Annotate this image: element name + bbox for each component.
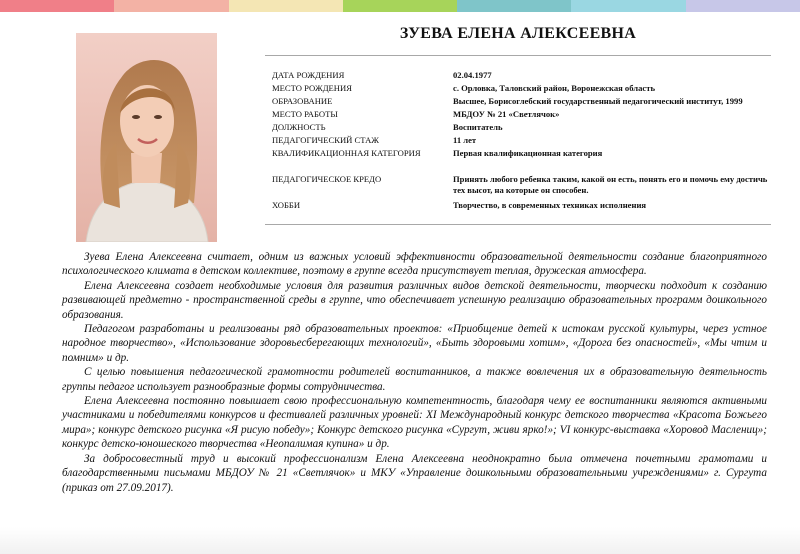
info-value: 11 лет xyxy=(453,135,477,145)
person-name-title: ЗУЕВА ЕЛЕНА АЛЕКСЕЕВНА xyxy=(399,25,637,42)
info-label: КВАЛИФИКАЦИОННАЯ КАТЕГОРИЯ xyxy=(272,148,421,158)
info-value: Первая квалификационная категория xyxy=(453,148,603,158)
info-label: ДАТА РОЖДЕНИЯ xyxy=(272,70,345,80)
paragraph: Елена Алексеевна создает необходимые условия для развития различных видов детской деятельности, творчески подходит к созданию развивающей предметно - пространственной среды в группе, что обеспечивает успешную реализацию образовательных программ дошкольного образования. xyxy=(62,279,767,321)
info-value: 02.04.1977 xyxy=(453,70,492,80)
stripe-segment xyxy=(686,0,800,12)
stripe-segment xyxy=(229,0,343,12)
stripe-segment xyxy=(571,0,685,12)
portrait-illustration xyxy=(76,33,217,242)
paragraph: С целью повышения педагогической грамотности родителей воспитанников, а также вовлечения их в образовательную деятельность группы педагог использует разнообразные формы сотрудничества. xyxy=(62,366,767,393)
info-value: Творчество, в современных техниках исполнения xyxy=(453,200,647,210)
info-label: ПЕДАГОГИЧЕСКИЙ СТАЖ xyxy=(272,135,379,145)
info-value: Воспитатель xyxy=(453,122,503,132)
info-label: ХОББИ xyxy=(272,200,301,210)
stripe-segment xyxy=(114,0,228,12)
top-color-stripe xyxy=(0,0,800,12)
info-label: ОБРАЗОВАНИЕ xyxy=(272,96,333,106)
paragraph: Елена Алексеевна постоянно повышает свою профессиональную компетентность, благодаря чему ее воспитанники являются активными участниками и победителями конкурсов и фестивалей различных уровней: XI Международный конкурс детского творчества «Красота Божьего мира»; конкурс детского рисунка «Я рисую победу»; Конкурс детского рисунка «Сургут, живи ярко!»; VI конкурс-выставка «Хоровод Маслениц»; конкурс детско-юношеского творчества «Неопалимая купина» и др. xyxy=(62,395,767,451)
portrait-photo xyxy=(76,33,217,242)
info-value: Высшее, Борисоглебский государственный педагогический институт, 1999 xyxy=(453,96,743,106)
info-label: МЕСТО РОЖДЕНИЯ xyxy=(272,83,352,93)
paragraph: Зуева Елена Алексеевна считает, одним из важных условий эффективности образовательной деятельности создание благоприятного психологического климата в детском коллективе, поэтому в группе всегда присутствует теплая, дружеская атмосфера. xyxy=(62,251,767,278)
info-label: ДОЛЖНОСТЬ xyxy=(272,122,326,132)
bottom-band xyxy=(0,527,800,554)
info-value: Принять любого ребенка таким, какой он есть, понять его и помочь ему достичь тех высот, на которые он способен. xyxy=(453,174,768,195)
stripe-segment xyxy=(343,0,457,12)
stripe-segment xyxy=(457,0,571,12)
info-value: МБДОУ № 21 «Светлячок» xyxy=(453,109,560,119)
top-divider xyxy=(265,55,771,56)
info-label: ПЕДАГОГИЧЕСКОЕ КРЕДО xyxy=(272,174,382,184)
biography-text xyxy=(62,250,767,495)
stripe-segment xyxy=(0,0,114,12)
paragraph: Педагогом разработаны и реализованы ряд образовательных проектов: «Приобщение детей к истокам русской культуры, через устное народное творчество», «Использование здоровьесберегающих технологий», «Быть здоровыми хотим», «Дорога без опасностей», «Мы чтим и помним» и др. xyxy=(62,323,767,364)
info-label: МЕСТО РАБОТЫ xyxy=(272,109,338,119)
bottom-divider xyxy=(265,224,771,225)
paragraph: За добросовестный труд и высокий профессионализм Елена Алексеевна неоднократно была отмечена почетными грамотами и благодарственными письмами МБДОУ № 21 «Светлячок» и МКУ «Управление дошкольными образовательными учреждениями» г. Сургута (приказ от 27.09.2017). xyxy=(62,452,767,494)
info-value: с. Орловка, Таловский район, Воронежская область xyxy=(453,83,656,93)
